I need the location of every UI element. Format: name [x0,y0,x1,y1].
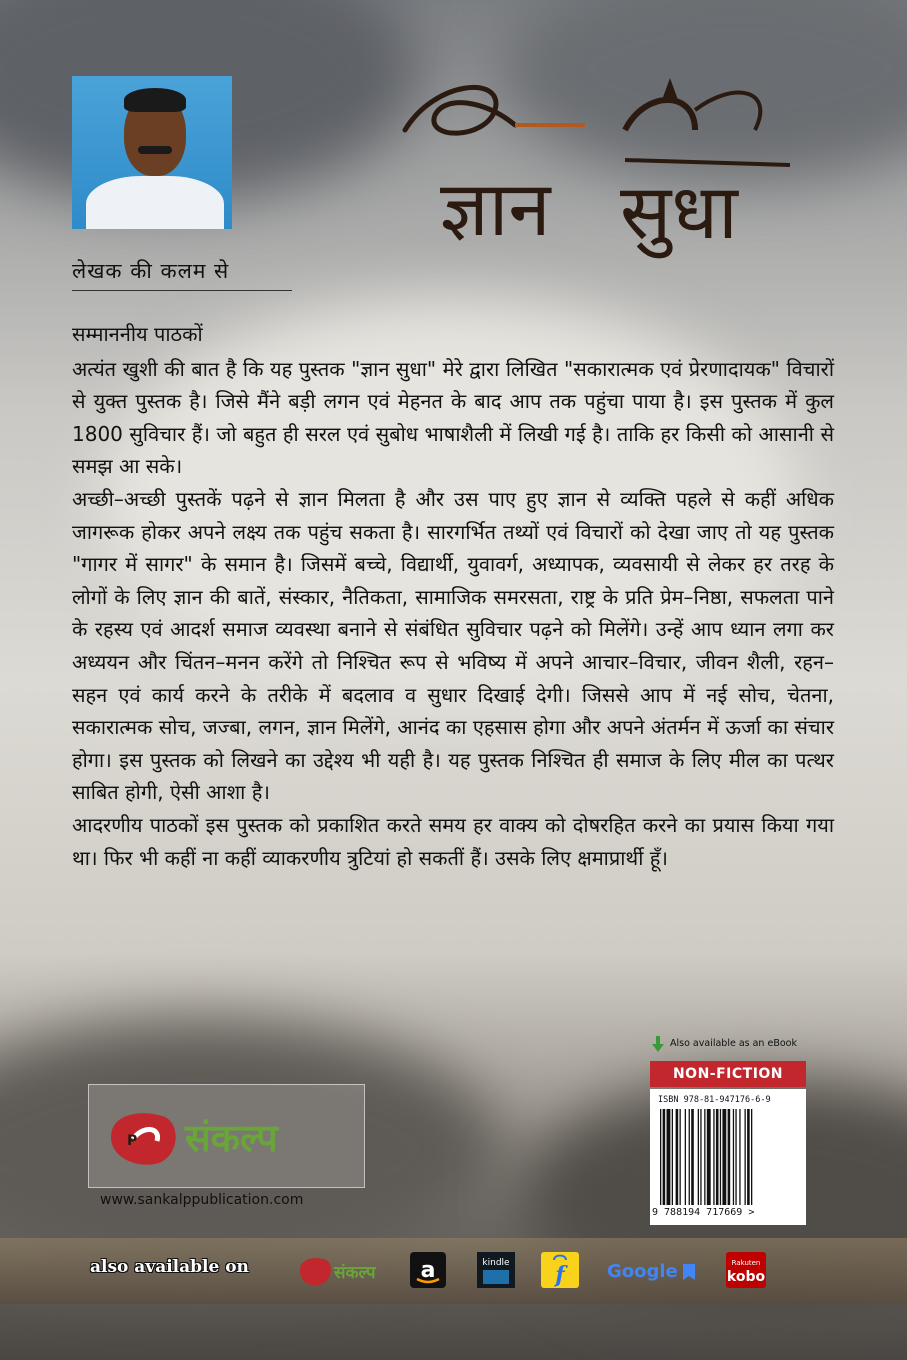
flipkart-icon[interactable] [541,1252,579,1288]
svg-text:kobo: kobo [726,1269,766,1285]
preface-text [72,318,834,874]
amazon-icon[interactable] [410,1252,446,1288]
barcode-icon [660,1109,794,1205]
svg-text:f: f [555,1262,565,1288]
sankalp-store-icon[interactable] [296,1252,388,1288]
isbn-text: ISBN 978-81-947176-6-9 [658,1095,771,1105]
ebook-availability-note: Also available as an eBook [670,1038,797,1049]
store-name: संकल्प [334,1263,376,1283]
store-name: kindle [482,1258,510,1268]
svg-text:a: a [420,1258,436,1283]
preface-greeting: सम्माननीय पाठकों [72,322,203,346]
publisher-url[interactable]: www.sankalppublication.com [100,1192,304,1208]
preface-paragraph-2: अच्छी–अच्छी पुस्तकें पढ़ने से ज्ञान मिलता है और उस पाए हुए ज्ञान से व्यक्ति पहले से कहीं अधिक जागरूक होकर अपने लक्ष्य तक पहुंच सकता है। सारगर्भित तथ्यों एवं विचारों को देखा जाए तो यह पुस्तक "गागर में सागर" के समान है। जिसमें बच्चे, विद्यार्थी, युवावर्ग, अध्यापक, व्यवसायी से लेकर हर तरह के लोगों के लिए ज्ञान की बातें, संस्कार, नैतिकता, सामाजिक समरसता, राष्ट्र के प्रति प्रेम–निष्ठा, सफलता पाने के रहस्य एवं आदर्श समाज व्यवस्था बनाने से संबंधित सुविचार पढ़ने को मिलेंगे। उन्हें आप ध्यान लगा कर अध्ययन और चिंतन–मनन करेंगे तो निश्चित रूप से भविष्य में अपने आचार–विचार, जीवन शैली, रहन–सहन एवं कार्य करने के तरीके में बदलाव व सुधार दिखाई देगी। जिससे आप में नई सोच, चेतना, सकारात्मक सोच, जज्बा, लगन, ज्ञान मिलेंगे, आनंद का एहसास होगा और अपने अंतर्मन में ऊर्जा का संचार होगा। इस पुस्तक को लिखने का उद्देश्य भी यही है। यह पुस्तक निश्चित ही समाज के लिए मील का पत्थर साबित होगी, ऐसी आशा है। [72,486,834,805]
barcode-digits: 9 788194 717669 > [652,1207,755,1218]
author-photo [72,76,232,229]
publisher-box [88,1084,365,1188]
title-word-1: ज्ञान [440,164,551,253]
store-name: Google [607,1261,678,1282]
google-play-books-icon[interactable] [605,1252,700,1288]
download-arrow-icon [652,1036,664,1052]
availability-label: also available on [90,1257,249,1277]
publisher-name: संकल्प [185,1116,278,1160]
publisher-logo-mark: P [127,1133,138,1149]
kobo-icon[interactable] [726,1252,766,1288]
svg-text:Rakuten: Rakuten [731,1259,761,1267]
kindle-icon[interactable] [477,1252,515,1288]
author-section-heading: लेखक की कलम से [72,257,292,291]
book-title-logo [395,70,795,260]
preface-paragraph-1: अत्यंत खुशी की बात है कि यह पुस्तक "ज्ञान सुधा" मेरे द्वारा लिखित "सकारात्मक एवं प्रेरणादायक" विचारों से युक्त पुस्तक है। जिसे मैंने बड़ी लगन एवं मेहनत के बाद आप तक पहुंचा पाया है। इस पुस्तक में कुल 1800 सुविचार हैं। जो बहुत ही सरल एवं सुबोध भाषाशैली में लिखी गई है। ताकि हर किसी को आसानी से समझ आ सके। [72,356,834,479]
genre-badge: NON-FICTION [650,1061,806,1087]
barcode-box [650,1089,806,1225]
title-word-2: सुधा [620,167,738,256]
preface-paragraph-3: आदरणीय पाठकों इस पुस्तक को प्रकाशित करते समय हर वाक्य को दोषरहित करने का प्रयास किया गया था। फिर भी कहीं ना कहीं व्याकरणीय त्रुटियां हो सकतीं हैं। उसके लिए क्षमाप्रार्थी हूँ। [72,812,834,870]
publisher-logo [103,1103,353,1171]
